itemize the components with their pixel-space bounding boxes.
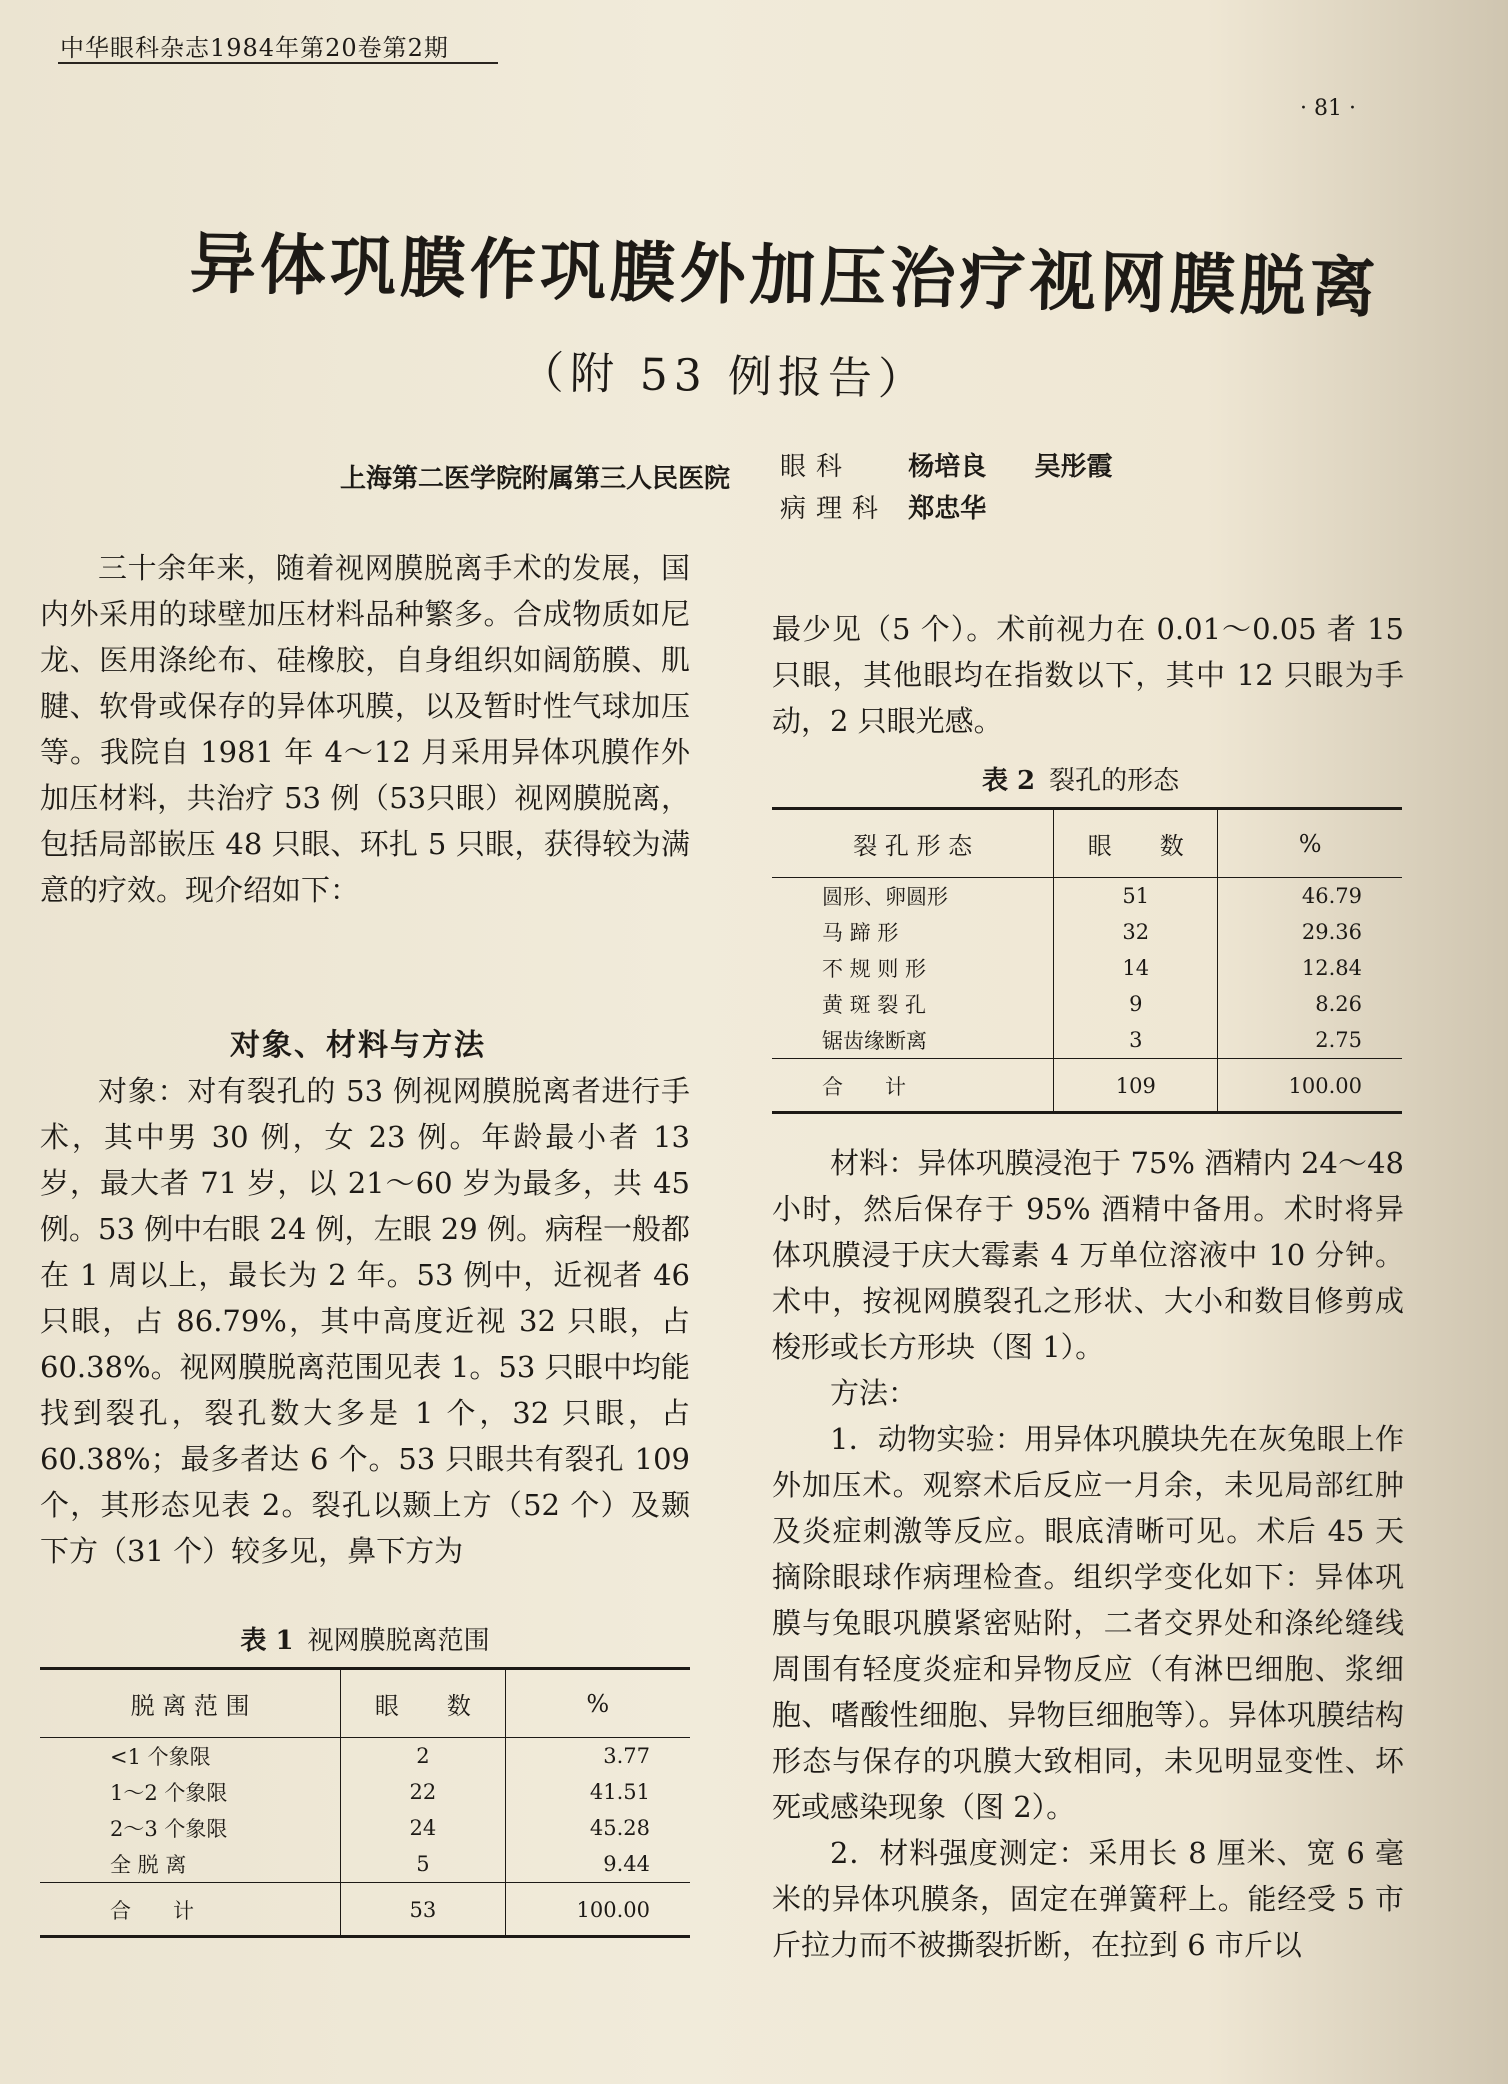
table-cell: 黄 斑 裂 孔 — [772, 986, 1054, 1022]
table-cell: 马 蹄 形 — [772, 914, 1054, 950]
table-label: 表 2 — [982, 766, 1036, 796]
column-header: 眼 数 — [341, 1669, 506, 1738]
table-cell: 14 — [1054, 950, 1218, 986]
author-list — [780, 446, 1153, 530]
table-1 — [40, 1620, 690, 1938]
table-label: 表 1 — [240, 1626, 294, 1656]
table-row — [772, 986, 1402, 1022]
table-cell: 32 — [1054, 914, 1218, 950]
table-cell: 5 — [341, 1846, 506, 1883]
table-row — [772, 914, 1402, 950]
table-row — [772, 950, 1402, 986]
table-row — [40, 1738, 690, 1775]
column-header: % — [505, 1669, 690, 1738]
section-heading: 对象、材料与方法 — [230, 1028, 486, 1063]
journal-header: 中华眼科杂志1984年第20卷第2期 — [60, 34, 449, 62]
article-subtitle: （附 53 例报告） — [519, 347, 929, 406]
table-row — [40, 1774, 690, 1810]
intro-paragraph: 三十余年来，随着视网膜脱离手术的发展，国内外采用的球壁加压材料品种繁多。合成物质如尼龙、医用涤纶布、硅橡胶，自身组织如阔筋膜、肌腱、软骨或保存的异体巩膜，以及暂时性气球加压等。我院自 1981 年 4～12 月采用异体巩膜作外加压材料，共治疗 53 例（53只眼）视网膜脱离，包括局部嵌压 48 只眼、环扎 5 只眼，获得较为满意的疗效。现介绍如下： — [40, 551, 690, 907]
table-cell: 1～2 个象限 — [40, 1774, 341, 1810]
table-2-caption — [772, 760, 1402, 797]
table-cell: 46.79 — [1301, 884, 1362, 908]
column-header: 裂 孔 形 态 — [772, 809, 1054, 878]
method-1-paragraph: 1．动物实验：用异体巩膜块先在灰兔眼上作外加压术。观察术后反应一月余，未见局部红肿及炎症刺激等反应。眼底清晰可见。术后 45 天摘除眼球作病理检查。组织学变化如下：异体巩膜与兔眼巩膜紧密贴附，二者交界处和涤纶缝线周围有轻度炎症和异物反应（有淋巴细胞、浆细胞、嗜酸性细胞、异物巨细胞等）。异体巩膜结构形态与保存的巩膜大致相同，未见明显变性、坏死或感染现象（图 2）。 — [772, 1422, 1404, 1824]
author-name: 郑忠华 — [908, 494, 987, 524]
table-cell: 圆形、卵圆形 — [772, 878, 1054, 915]
article-title: 异体巩膜作巩膜外加压治疗视网膜脱离 — [189, 224, 1381, 327]
author-name: 吴彤霞 — [1034, 452, 1113, 482]
author-name: 杨培良 — [908, 452, 987, 482]
methods-heading: 方法： — [830, 1376, 918, 1410]
table-cell: 不 规 则 形 — [772, 950, 1054, 986]
table-cell: 2.75 — [1315, 1028, 1362, 1052]
objects-column — [40, 1068, 690, 1574]
table-row — [772, 1022, 1402, 1059]
table-cell: 全 脱 离 — [40, 1846, 341, 1883]
continuation-paragraph: 最少见（5 个）。术前视力在 0.01～0.05 者 15 只眼，其他眼均在指数以下，其中 12 只眼为手动，2 只眼光感。 — [772, 612, 1404, 738]
author-dept: 眼科 — [780, 452, 853, 482]
table-row — [40, 1846, 690, 1883]
table-total-row — [40, 1883, 690, 1937]
materials-methods-column — [772, 1140, 1404, 1968]
table-cell: 3.77 — [603, 1744, 650, 1768]
table-cell: 12.84 — [1301, 956, 1362, 980]
table-cell: 100.00 — [1218, 1059, 1402, 1113]
table-cell: 45.28 — [589, 1816, 650, 1840]
table-cell: 41.51 — [589, 1780, 650, 1804]
table-1-caption — [40, 1620, 690, 1657]
author-row-pathology — [780, 488, 1153, 530]
header-rule — [58, 62, 498, 64]
table-cell: <1 个象限 — [40, 1738, 341, 1775]
table-1-grid — [40, 1667, 690, 1938]
table-cell: 2～3 个象限 — [40, 1810, 341, 1846]
table-cell: 合 计 — [772, 1059, 1054, 1113]
page-number: · 81 · — [1300, 96, 1356, 121]
table-cell: 9.44 — [603, 1852, 650, 1876]
objects-paragraph: 对象：对有裂孔的 53 例视网膜脱离者进行手术，其中男 30 例，女 23 例。年龄最小者 13 岁，最大者 71 岁，以 21～60 岁为最多，共 45 例。53 例中右眼 24 例，左眼 29 例。病程一般都在 1 周以上，最长为 2 年。53 例中，近视者 46 只眼，占 86.79%，其中高度近视 32 只眼，占 60.38%。视网膜脱离范围见表 1。53 只眼中均能找到裂孔，裂孔数大多是 1 个，32 只眼，占 60.38%；最多者达 6 个。53 只眼共有裂孔 109 个，其形态见表 2。裂孔以颞上方（52 个）及颞下方（31 个）较多见，鼻下方为 — [40, 1074, 690, 1568]
table-cell: 109 — [1054, 1059, 1218, 1113]
table-caption-text: 裂孔的形态 — [1049, 766, 1180, 796]
table-2-grid — [772, 807, 1402, 1114]
table-cell: 51 — [1054, 878, 1218, 915]
author-dept: 病理科 — [780, 494, 889, 524]
table-cell: 53 — [341, 1883, 506, 1937]
table-total-row — [772, 1059, 1402, 1113]
table-cell: 2 — [341, 1738, 506, 1775]
column-header: % — [1218, 809, 1402, 878]
table-cell: 合 计 — [40, 1883, 341, 1937]
materials-paragraph: 材料：异体巩膜浸泡于 75% 酒精内 24～48 小时，然后保存于 95% 酒精中备用。术时将异体巩膜浸于庆大霉素 4 万单位溶液中 10 分钟。术中，按视网膜裂孔之形状、大小和数目修剪成梭形或长方形块（图 1）。 — [772, 1146, 1404, 1364]
table-cell: 100.00 — [505, 1883, 690, 1937]
table-cell: 9 — [1054, 986, 1218, 1022]
table-cell: 8.26 — [1315, 992, 1362, 1016]
table-cell: 24 — [341, 1810, 506, 1846]
table-2 — [772, 760, 1402, 1114]
table-cell: 22 — [341, 1774, 506, 1810]
intro-column — [40, 545, 690, 913]
table-row — [40, 1810, 690, 1846]
table-caption-text: 视网膜脱离范围 — [307, 1626, 490, 1656]
column-header: 眼 数 — [1054, 809, 1218, 878]
table-cell: 锯齿缘断离 — [772, 1022, 1054, 1059]
institution: 上海第二医学院附属第三人民医院 — [340, 464, 731, 494]
right-continuation-column — [772, 606, 1404, 744]
author-row-ophthalmology — [780, 446, 1153, 488]
table-row — [772, 878, 1402, 915]
method-2-paragraph: 2．材料强度测定：采用长 8 厘米、宽 6 毫米的异体巩膜条，固定在弹簧秤上。能经受 5 市斤拉力而不被撕裂折断，在拉到 6 市斤以 — [772, 1836, 1404, 1962]
table-cell: 3 — [1054, 1022, 1218, 1059]
table-cell: 29.36 — [1301, 920, 1362, 944]
column-header: 脱 离 范 围 — [40, 1669, 341, 1738]
